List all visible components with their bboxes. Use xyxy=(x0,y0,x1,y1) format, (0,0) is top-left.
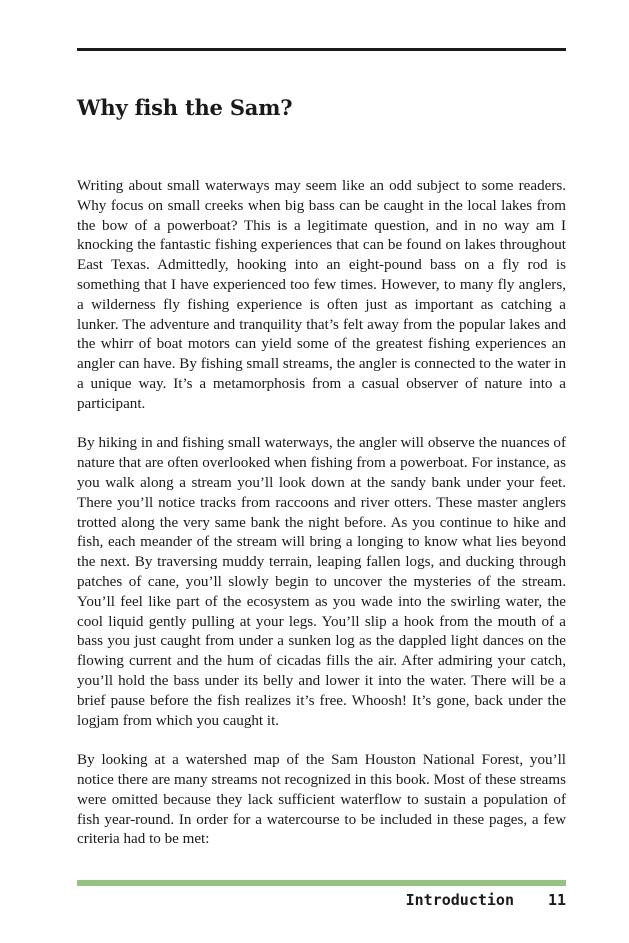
paragraph-2: By hiking in and fishing small waterways, the angler will observe the nuances of nature that are often overlooked when fishing from a powerboat. For instance, as you walk along a stream you’ll look down at the sandy bank under your feet. There you’ll notice tracks from raccoons and river otters. These master anglers trotted along the very same bank the night before. As you continue to hike and fish, each meander of the stream will bring a longing to know what lies beyond the next. By traversing muddy terrain, leaping fallen logs, and ducking through patches of cane, you’ll slowly begin to uncover the mysteries of the stream. You’ll feel like part of the ecosystem as you wade into the swirling water, the cool liquid gently pulling at your legs. You’ll slip a hook from the mouth of a bass you just caught from under a sunken log as the dappled light dances on the flowing current and the hum of cicadas fills the air. After admiring your catch, you’ll hold the bass under its belly and lower it into the water. There will be a brief pause before the fish realizes it’s free. Whoosh! It’s gone, back under the logjam from which you caught it. xyxy=(77,435,566,729)
page-number: 11 xyxy=(547,891,566,909)
bottom-rule xyxy=(77,880,566,886)
chapter-title: Why fish the Sam? xyxy=(77,95,293,120)
top-rule xyxy=(77,48,566,51)
body-text xyxy=(77,177,566,850)
paragraph-1: Writing about small waterways may seem like an odd subject to some readers. Why focus on small creeks when big bass can be caught in the local lakes from the bow of a powerboat? This is a legitimate question, and in no way am I knocking the fantastic fishing experiences that can be found on lakes throughout East Texas. Admittedly, hooking into an eight-pound bass on a fly rod is something that I have experienced too few times. However, to many fly anglers, a wilderness fly fishing experience is often just as important as catching a lunker. The adventure and tranquility that’s felt away from the popular lakes and the whirr of boat motors can yield some of the greatest fishing experiences an angler can have. By fishing small streams, the angler is connected to the water in a unique way. It’s a metamorphosis from a casual observer of nature into a participant. xyxy=(77,178,566,412)
paragraph-3: By looking at a watershed map of the Sam Houston National Forest, you’ll notice there are many streams not recognized in this book. Most of these streams were omitted because they lack sufficient waterflow to sustain a population of fish year-round. In order for a watercourse to be included in these pages, a few criteria had to be met: xyxy=(77,752,566,848)
page-footer xyxy=(77,889,566,911)
footer-section-name: Introduction xyxy=(405,891,514,909)
